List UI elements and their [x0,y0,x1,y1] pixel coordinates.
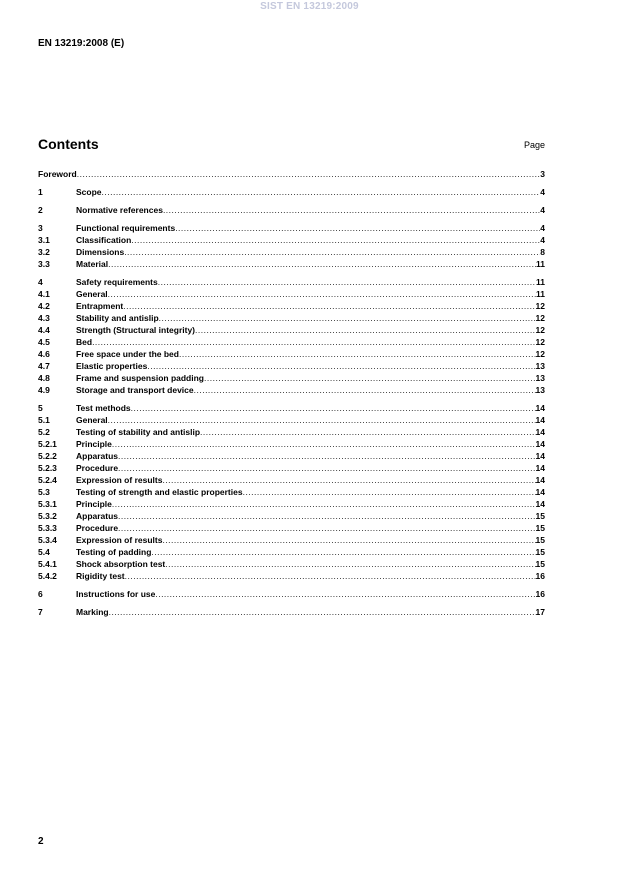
toc-dot-leader [108,288,536,300]
toc-entry-title: Principle [76,499,112,509]
toc-entry-page: 12 [535,349,545,359]
toc-entry-page: 4 [540,205,545,215]
toc-entry-page: 15 [535,535,545,545]
toc-entry[interactable] [38,360,545,372]
toc-entry[interactable] [38,246,545,258]
toc-entry-number: 7 [38,607,43,617]
page-number: 2 [38,836,44,847]
toc-dot-leader [131,402,536,414]
toc-entry[interactable] [38,222,545,234]
toc-dot-leader [123,300,535,312]
toc-entry-title: Classification [76,235,132,245]
toc-entry-page: 14 [535,439,545,449]
toc-entry-title: Test methods [76,403,131,413]
toc-entry-page: 13 [535,373,545,383]
toc-entry-number: 5.2.2 [38,451,57,461]
toc-entry-page: 15 [535,523,545,533]
toc-dot-leader [163,204,540,216]
watermark: SIST EN 13219:2009 [260,1,359,12]
toc-dot-leader [124,246,540,258]
toc-entry-title: Expression of results [76,475,163,485]
toc-dot-leader [162,534,535,546]
toc-entry[interactable] [38,324,545,336]
toc-entry-page: 3 [540,169,545,179]
toc-dot-leader [77,168,541,180]
toc-dot-leader [102,186,541,198]
toc-entry-number: 5.1 [38,415,50,425]
toc-entry-title: Expression of results [76,535,163,545]
toc-entry[interactable] [38,276,545,288]
toc-entry-number: 4.8 [38,373,50,383]
toc-entry[interactable] [38,510,545,522]
toc-entry-number: 2 [38,205,43,215]
toc-entry-page: 12 [535,313,545,323]
toc-entry-title: Safety requirements [76,277,158,287]
toc-entry-title: Scope [76,187,102,197]
toc-dot-leader [108,414,536,426]
toc-dot-leader [118,462,535,474]
toc-entry-number: 4 [38,277,43,287]
toc-entry[interactable] [38,372,545,384]
toc-entry-page: 14 [535,463,545,473]
toc-entry-page: 12 [535,325,545,335]
toc-entry[interactable] [38,426,545,438]
toc-entry-page: 14 [535,415,545,425]
toc-entry-number: 4.7 [38,361,50,371]
toc-entry-title: Apparatus [76,511,119,521]
toc-dot-leader [151,546,535,558]
toc-dot-leader [109,606,536,618]
toc-entry-title: Apparatus [76,451,119,461]
toc-dot-leader [112,438,536,450]
toc-entry-page: 4 [540,235,545,245]
toc-entry-title: Principle [76,439,112,449]
toc-entry-title: General [76,289,108,299]
toc-entry-number: 4.1 [38,289,50,299]
toc-entry[interactable] [38,204,545,216]
toc-entry-number: 6 [38,589,43,599]
toc-entry[interactable] [38,312,545,324]
document-id: EN 13219:2008 (E) [38,38,125,49]
toc-entry-page: 8 [540,247,545,257]
toc-entry[interactable] [38,402,545,414]
toc-entry-title: Rigidity test [76,571,125,581]
toc-entry[interactable] [38,336,545,348]
toc-entry[interactable] [38,234,545,246]
toc-dot-leader [92,336,535,348]
toc-entry-title: Foreword [38,169,77,179]
toc-entry-number: 5.3 [38,487,50,497]
toc-entry-title: Instructions for use [76,589,156,599]
toc-entry-title: Free space under the bed [76,349,179,359]
toc-dot-leader [195,324,536,336]
toc-entry[interactable] [38,384,545,396]
toc-entry-page: 14 [535,475,545,485]
toc-entry-title: Frame and suspension padding [76,373,204,383]
toc-entry-title: Testing of stability and antislip [76,427,201,437]
toc-entry-number: 5.2 [38,427,50,437]
toc-entry-title: Elastic properties [76,361,148,371]
toc-entry[interactable] [38,414,545,426]
toc-entry[interactable] [38,438,545,450]
toc-entry-title: Material [76,259,109,269]
toc-entry-title: Stability and antislip [76,313,159,323]
page-column-label: Page [523,140,545,150]
toc-entry[interactable] [38,498,545,510]
toc-entry-number: 4.3 [38,313,50,323]
toc-entry-title: Functional requirements [76,223,176,233]
toc-entry-page: 15 [535,547,545,557]
toc-dot-leader [118,450,535,462]
toc-entry-number: 5.2.1 [38,439,57,449]
toc-entry-number: 4.9 [38,385,50,395]
toc-dot-leader [179,348,536,360]
toc-entry-title: Procedure [76,523,119,533]
toc-entry-number: 5 [38,403,43,413]
toc-entry-page: 14 [535,487,545,497]
toc-dot-leader [204,372,536,384]
toc-dot-leader [194,384,536,396]
toc-dot-leader [159,312,536,324]
toc-entry-title: Dimensions [76,247,125,257]
toc-entry-title: General [76,415,108,425]
toc-dot-leader [165,558,535,570]
toc-entry-page: 15 [535,559,545,569]
contents-title: Contents [38,136,99,152]
toc-entry-number: 4.4 [38,325,50,335]
toc-entry-number: 4.6 [38,349,50,359]
toc-entry-number: 5.3.3 [38,523,57,533]
toc-entry[interactable] [38,606,545,618]
toc-entry-page: 14 [535,451,545,461]
toc-entry[interactable] [38,288,545,300]
toc-entry-number: 5.3.1 [38,499,57,509]
toc-entry[interactable] [38,570,545,582]
toc-entry-page: 16 [535,589,545,599]
toc-entry-page: 12 [535,301,545,311]
toc-entry-number: 3.3 [38,259,50,269]
toc-dot-leader [175,222,540,234]
toc-entry[interactable] [38,588,545,600]
toc-dot-leader [118,510,535,522]
toc-entry-title: Normative references [76,205,163,215]
toc-entry-number: 5.4 [38,547,50,557]
toc-entry[interactable] [38,546,545,558]
toc-entry-page: 13 [535,385,545,395]
toc-entry[interactable] [38,474,545,486]
toc-dot-leader [200,426,535,438]
toc-entry[interactable] [38,168,545,180]
toc-entry[interactable] [38,522,545,534]
toc-entry-page: 11 [536,289,545,299]
toc-entry[interactable] [38,462,545,474]
toc-entry-title: Procedure [76,463,119,473]
toc-dot-leader [131,234,540,246]
toc-entry[interactable] [38,558,545,570]
toc-entry-number: 5.3.2 [38,511,57,521]
toc-dot-leader [162,474,535,486]
toc-entry-number: 3.1 [38,235,50,245]
toc-entry-title: Shock absorption test [76,559,166,569]
toc-entry-page: 14 [535,427,545,437]
toc-entry-title: Marking [76,607,109,617]
toc-dot-leader [112,498,536,510]
toc-entry[interactable] [38,486,545,498]
toc-entry[interactable] [38,186,545,198]
toc-entry-page: 11 [536,259,545,269]
toc-entry[interactable] [38,300,545,312]
toc-entry-page: 15 [535,511,545,521]
toc-entry-number: 1 [38,187,43,197]
toc-dot-leader [118,522,535,534]
toc-dot-leader [155,588,535,600]
toc-entry-page: 13 [535,361,545,371]
toc-entry-page: 11 [536,277,545,287]
toc-dot-leader [158,276,536,288]
toc-entry-title: Testing of strength and elastic properties [76,487,243,497]
toc-entry-number: 3.2 [38,247,50,257]
toc-dot-leader [147,360,535,372]
toc-entry-number: 5.3.4 [38,535,57,545]
toc-dot-leader [108,258,536,270]
toc-entry-page: 4 [540,187,545,197]
toc-entry[interactable] [38,450,545,462]
toc-entry[interactable] [38,534,545,546]
toc-entry-page: 17 [535,607,545,617]
toc-entry-number: 5.4.2 [38,571,57,581]
toc-entry-page: 4 [540,223,545,233]
toc-entry[interactable] [38,258,545,270]
toc-entry-number: 5.2.3 [38,463,57,473]
toc-entry-number: 5.4.1 [38,559,57,569]
toc-dot-leader [125,570,536,582]
toc-entry-title: Strength (Structural integrity) [76,325,196,335]
toc-entry-number: 4.2 [38,301,50,311]
toc-entry-title: Testing of padding [76,547,152,557]
toc-entry-page: 14 [535,499,545,509]
toc-entry-page: 12 [535,337,545,347]
toc-entry-title: Entrapment [76,301,124,311]
toc-entry-title: Bed [76,337,93,347]
toc-entry-number: 5.2.4 [38,475,57,485]
toc-entry-number: 4.5 [38,337,50,347]
table-of-contents [38,168,545,618]
toc-entry[interactable] [38,348,545,360]
toc-entry-page: 16 [535,571,545,581]
toc-entry-page: 14 [535,403,545,413]
toc-entry-title: Storage and transport device [76,385,194,395]
toc-entry-number: 3 [38,223,43,233]
toc-dot-leader [243,486,536,498]
